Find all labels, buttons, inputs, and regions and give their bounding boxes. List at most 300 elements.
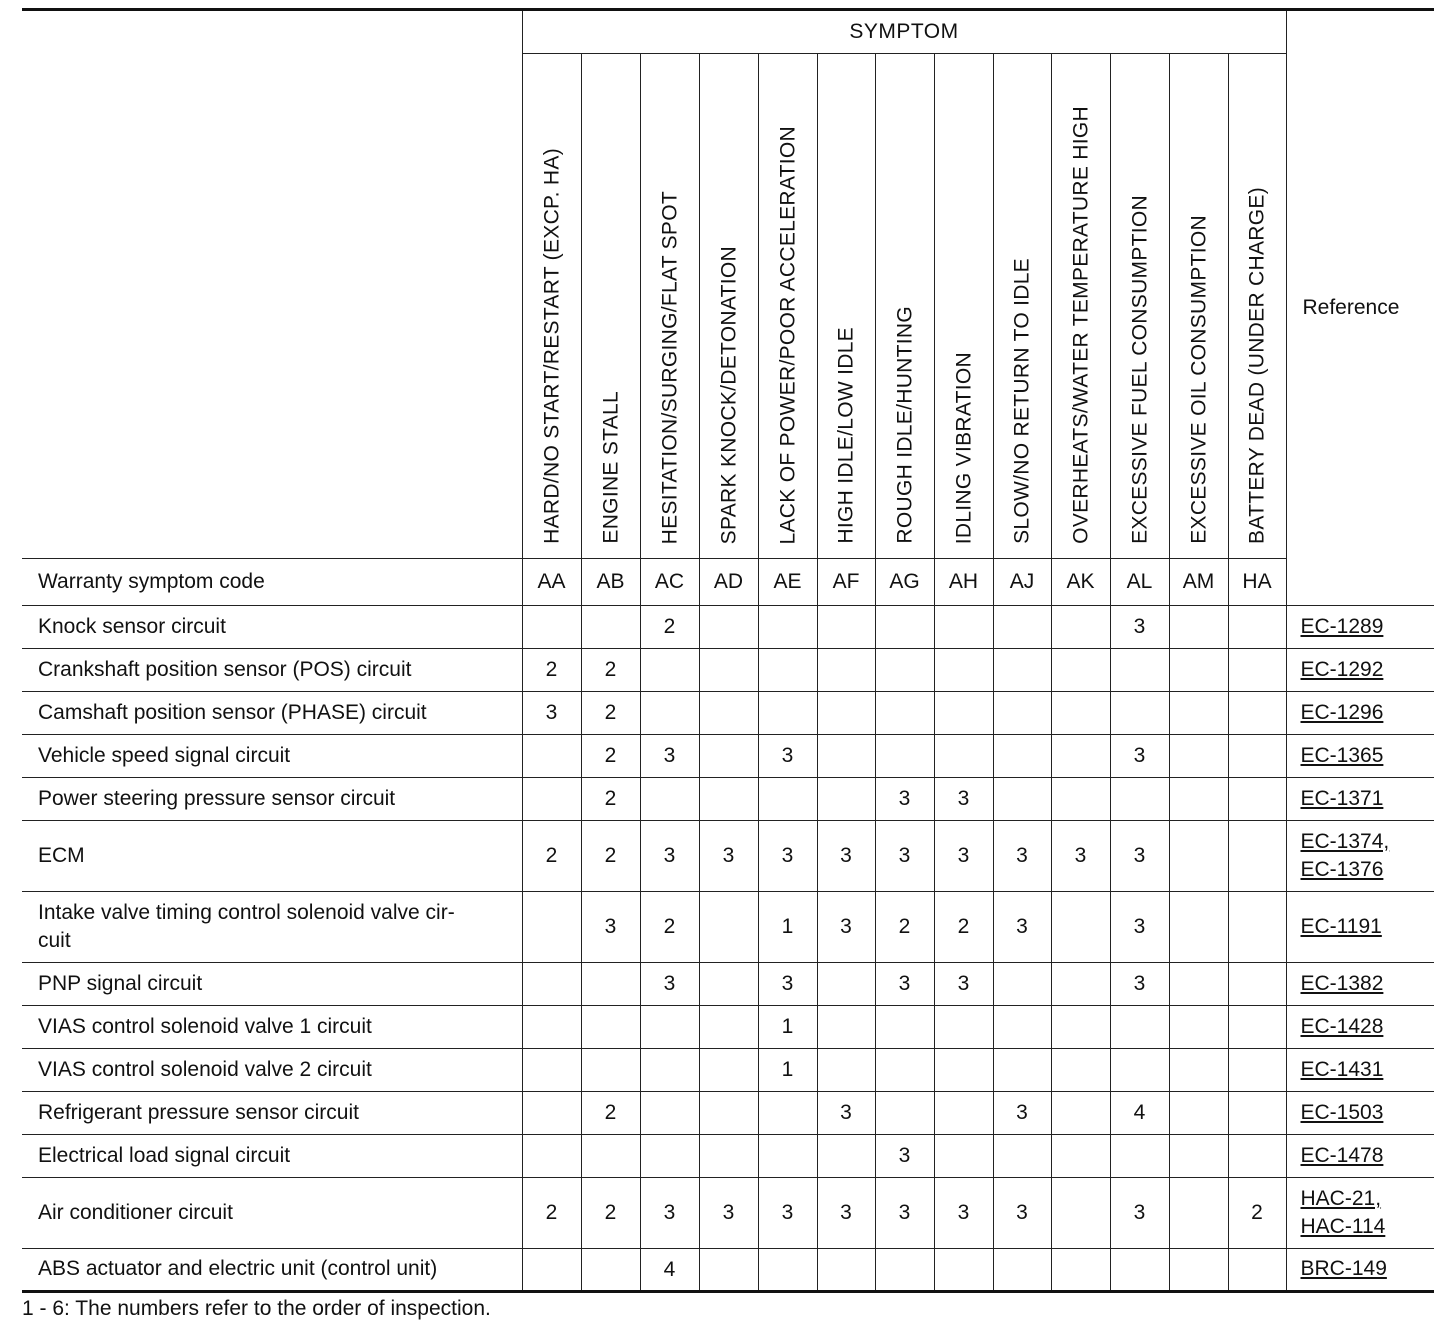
inspection-order-cell bbox=[1110, 649, 1169, 692]
circuit-name bbox=[22, 778, 522, 821]
inspection-order-cell bbox=[934, 1006, 993, 1049]
inspection-order-cell bbox=[875, 649, 934, 692]
reference-link[interactable]: EC-1376 bbox=[1300, 858, 1384, 881]
symptom-label: IDLING VIBRATION bbox=[952, 351, 975, 544]
inspection-order-cell bbox=[522, 1135, 581, 1178]
inspection-order-cell bbox=[1169, 735, 1228, 778]
circuit-name bbox=[22, 735, 522, 778]
inspection-order-cell bbox=[993, 735, 1051, 778]
inspection-order-cell bbox=[817, 1049, 875, 1092]
inspection-order-cell bbox=[1169, 892, 1228, 963]
inspection-order-cell bbox=[1228, 963, 1286, 1006]
inspection-order-cell bbox=[1110, 692, 1169, 735]
inspection-order-cell bbox=[1051, 778, 1110, 821]
warranty-code: AH bbox=[934, 559, 993, 606]
inspection-order-cell: 2 bbox=[581, 735, 640, 778]
inspection-order-cell bbox=[934, 735, 993, 778]
reference-cell bbox=[1286, 1178, 1434, 1249]
inspection-order-cell bbox=[522, 1006, 581, 1049]
symptom-column-header bbox=[699, 54, 758, 559]
reference-link[interactable]: EC-1431 bbox=[1300, 1057, 1384, 1081]
symptom-label: LACK OF POWER/POOR ACCELERATION bbox=[776, 125, 799, 544]
inspection-order-cell bbox=[640, 692, 699, 735]
inspection-order-cell bbox=[1169, 649, 1228, 692]
inspection-order-cell bbox=[993, 1006, 1051, 1049]
inspection-order-cell bbox=[993, 963, 1051, 1006]
inspection-order-cell bbox=[993, 1049, 1051, 1092]
symptom-column-header bbox=[1051, 54, 1110, 559]
inspection-order-cell: 3 bbox=[817, 821, 875, 892]
inspection-order-cell: 3 bbox=[875, 963, 934, 1006]
inspection-order-cell bbox=[699, 1135, 758, 1178]
symptom-header: SYMPTOM bbox=[522, 10, 1286, 54]
inspection-order-cell bbox=[640, 1092, 699, 1135]
table-row bbox=[22, 606, 1434, 649]
inspection-order-cell: 3 bbox=[875, 1178, 934, 1249]
inspection-order-cell bbox=[1051, 649, 1110, 692]
inspection-order-cell: 3 bbox=[1051, 821, 1110, 892]
inspection-order-cell: 1 bbox=[758, 1006, 817, 1049]
table-row bbox=[22, 1178, 1434, 1249]
inspection-order-cell: 3 bbox=[1110, 963, 1169, 1006]
inspection-order-cell: 3 bbox=[758, 963, 817, 1006]
inspection-order-cell bbox=[758, 778, 817, 821]
reference-link[interactable]: EC-1289 bbox=[1300, 614, 1384, 638]
warranty-code: AF bbox=[817, 559, 875, 606]
inspection-order-cell: 3 bbox=[640, 963, 699, 1006]
inspection-order-cell bbox=[1051, 692, 1110, 735]
inspection-order-cell bbox=[699, 892, 758, 963]
inspection-order-cell bbox=[581, 1006, 640, 1049]
circuit-name bbox=[22, 692, 522, 735]
circuit-name-line: ABS actuator and electric unit (control unit) bbox=[38, 1257, 438, 1281]
table-row bbox=[22, 1049, 1434, 1092]
reference-link[interactable]: EC-1191 bbox=[1300, 914, 1382, 938]
warranty-code: AK bbox=[1051, 559, 1110, 606]
inspection-order-cell bbox=[1228, 821, 1286, 892]
inspection-order-cell bbox=[934, 1049, 993, 1092]
inspection-order-cell bbox=[522, 892, 581, 963]
inspection-order-cell bbox=[993, 778, 1051, 821]
table-row bbox=[22, 1249, 1434, 1292]
inspection-order-cell: 3 bbox=[522, 692, 581, 735]
symptom-column-header bbox=[581, 54, 640, 559]
inspection-order-cell bbox=[1169, 1135, 1228, 1178]
symptom-table bbox=[22, 8, 1434, 1293]
inspection-order-cell: 3 bbox=[1110, 735, 1169, 778]
inspection-order-cell bbox=[1051, 1006, 1110, 1049]
inspection-order-cell bbox=[758, 1135, 817, 1178]
table-row bbox=[22, 1135, 1434, 1178]
inspection-order-cell: 2 bbox=[1228, 1178, 1286, 1249]
inspection-order-cell: 3 bbox=[758, 1178, 817, 1249]
symptom-column-header bbox=[817, 54, 875, 559]
inspection-order-cell: 3 bbox=[1110, 821, 1169, 892]
symptom-label: SLOW/NO RETURN TO IDLE bbox=[1010, 258, 1034, 544]
inspection-order-cell: 2 bbox=[581, 1178, 640, 1249]
inspection-order-cell bbox=[640, 1006, 699, 1049]
inspection-order-cell bbox=[934, 649, 993, 692]
inspection-order-cell bbox=[1228, 1249, 1286, 1292]
circuit-name bbox=[22, 892, 522, 963]
symptom-label: EXCESSIVE OIL CONSUMPTION bbox=[1187, 215, 1210, 544]
inspection-order-cell bbox=[1228, 735, 1286, 778]
inspection-order-cell: 3 bbox=[993, 892, 1051, 963]
inspection-order-cell: 3 bbox=[875, 778, 934, 821]
inspection-order-cell: 2 bbox=[934, 892, 993, 963]
inspection-order-cell: 2 bbox=[875, 892, 934, 963]
inspection-order-cell: 3 bbox=[934, 963, 993, 1006]
header-blank-cell bbox=[22, 10, 522, 559]
inspection-order-cell bbox=[1169, 1249, 1228, 1292]
inspection-order-cell bbox=[934, 606, 993, 649]
footnote: 1 - 6: The numbers refer to the order of inspection. bbox=[22, 1297, 491, 1320]
reference-cell bbox=[1286, 1049, 1434, 1092]
circuit-name-line: cuit bbox=[38, 929, 71, 952]
warranty-code: HA bbox=[1228, 559, 1286, 606]
inspection-order-cell bbox=[522, 1249, 581, 1292]
inspection-order-cell bbox=[758, 606, 817, 649]
symptom-column-header bbox=[875, 54, 934, 559]
inspection-order-cell bbox=[817, 1135, 875, 1178]
inspection-order-cell: 4 bbox=[1110, 1092, 1169, 1135]
inspection-order-cell: 3 bbox=[699, 821, 758, 892]
table-row bbox=[22, 821, 1434, 892]
inspection-order-cell: 3 bbox=[640, 821, 699, 892]
reference-link[interactable]: EC-1371 bbox=[1300, 786, 1384, 810]
inspection-order-cell bbox=[581, 1135, 640, 1178]
reference-link[interactable]: EC-1365 bbox=[1300, 743, 1384, 767]
warranty-code: AA bbox=[522, 559, 581, 606]
reference-link[interactable]: EC-1478 bbox=[1300, 1143, 1384, 1167]
symptom-column-header bbox=[522, 54, 581, 559]
symptom-column-header bbox=[1110, 54, 1169, 559]
warranty-code: AL bbox=[1110, 559, 1169, 606]
inspection-order-cell: 3 bbox=[993, 1092, 1051, 1135]
symptom-label: HIGH IDLE/LOW IDLE bbox=[834, 327, 858, 544]
inspection-order-cell bbox=[934, 1249, 993, 1292]
inspection-order-cell bbox=[1051, 1249, 1110, 1292]
inspection-order-cell bbox=[522, 963, 581, 1006]
table-row bbox=[22, 778, 1434, 821]
inspection-order-cell bbox=[934, 1092, 993, 1135]
inspection-order-cell: 3 bbox=[1110, 606, 1169, 649]
reference-header: Reference bbox=[1286, 10, 1434, 606]
inspection-order-cell bbox=[1169, 1092, 1228, 1135]
inspection-order-cell bbox=[1051, 1135, 1110, 1178]
inspection-order-cell bbox=[699, 963, 758, 1006]
circuit-name bbox=[22, 821, 522, 892]
inspection-order-cell bbox=[875, 735, 934, 778]
inspection-order-cell: 3 bbox=[817, 1178, 875, 1249]
table-row bbox=[22, 692, 1434, 735]
circuit-name-line: PNP signal circuit bbox=[38, 971, 203, 995]
circuit-name-line: Electrical load signal circuit bbox=[38, 1143, 291, 1167]
inspection-order-cell bbox=[817, 735, 875, 778]
inspection-order-cell bbox=[522, 1049, 581, 1092]
inspection-order-cell bbox=[1051, 1049, 1110, 1092]
inspection-order-cell: 3 bbox=[758, 735, 817, 778]
inspection-order-cell bbox=[699, 1249, 758, 1292]
inspection-order-cell bbox=[1051, 892, 1110, 963]
inspection-order-cell bbox=[758, 692, 817, 735]
inspection-order-cell: 2 bbox=[581, 1092, 640, 1135]
inspection-order-cell bbox=[699, 735, 758, 778]
reference-link[interactable]: EC-1292 bbox=[1300, 657, 1384, 681]
table-row bbox=[22, 1092, 1434, 1135]
inspection-order-cell bbox=[1110, 1135, 1169, 1178]
warranty-code: AC bbox=[640, 559, 699, 606]
circuit-name bbox=[22, 963, 522, 1006]
inspection-order-cell: 3 bbox=[1110, 1178, 1169, 1249]
reference-link[interactable]: EC-1503 bbox=[1300, 1100, 1384, 1124]
inspection-order-cell bbox=[1110, 1049, 1169, 1092]
inspection-order-cell bbox=[699, 1049, 758, 1092]
inspection-order-cell bbox=[1110, 1006, 1169, 1049]
inspection-order-cell bbox=[1228, 1135, 1286, 1178]
reference-cell bbox=[1286, 1006, 1434, 1049]
inspection-order-cell bbox=[817, 963, 875, 1006]
inspection-order-cell bbox=[993, 1249, 1051, 1292]
reference-link[interactable]: HAC-21, bbox=[1300, 1186, 1382, 1210]
symptom-label: EXCESSIVE FUEL CONSUMPTION bbox=[1128, 195, 1151, 544]
inspection-order-cell bbox=[1169, 1178, 1228, 1249]
inspection-order-cell bbox=[640, 649, 699, 692]
reference-link[interactable]: EC-1382 bbox=[1300, 971, 1384, 995]
reference-link[interactable]: EC-1428 bbox=[1300, 1014, 1384, 1038]
inspection-order-cell bbox=[522, 735, 581, 778]
symptom-label: BATTERY DEAD (UNDER CHARGE) bbox=[1245, 187, 1269, 544]
inspection-order-cell bbox=[758, 649, 817, 692]
reference-cell bbox=[1286, 1092, 1434, 1135]
table-body bbox=[22, 606, 1434, 1292]
inspection-order-cell: 3 bbox=[817, 1092, 875, 1135]
inspection-order-cell: 3 bbox=[993, 1178, 1051, 1249]
circuit-name-line: Refrigerant pressure sensor circuit bbox=[38, 1100, 359, 1124]
inspection-order-cell bbox=[1051, 1178, 1110, 1249]
inspection-order-cell: 3 bbox=[817, 892, 875, 963]
inspection-order-cell bbox=[817, 606, 875, 649]
inspection-order-cell bbox=[875, 1092, 934, 1135]
inspection-order-cell bbox=[581, 963, 640, 1006]
inspection-order-cell bbox=[1228, 1092, 1286, 1135]
symptom-column-header bbox=[934, 54, 993, 559]
inspection-order-cell bbox=[1051, 963, 1110, 1006]
table-row bbox=[22, 649, 1434, 692]
inspection-order-cell: 2 bbox=[522, 1178, 581, 1249]
circuit-name bbox=[22, 1178, 522, 1249]
warranty-code: AB bbox=[581, 559, 640, 606]
inspection-order-cell: 3 bbox=[699, 1178, 758, 1249]
inspection-order-cell: 3 bbox=[758, 821, 817, 892]
inspection-order-cell: 1 bbox=[758, 1049, 817, 1092]
circuit-name bbox=[22, 1049, 522, 1092]
inspection-order-cell: 3 bbox=[934, 821, 993, 892]
inspection-order-cell: 3 bbox=[875, 1135, 934, 1178]
warranty-code-row bbox=[22, 559, 1434, 606]
inspection-order-cell bbox=[1169, 606, 1228, 649]
table-row bbox=[22, 963, 1434, 1006]
symptom-column-header bbox=[640, 54, 699, 559]
inspection-order-cell bbox=[1169, 821, 1228, 892]
reference-cell bbox=[1286, 692, 1434, 735]
inspection-order-cell bbox=[1228, 778, 1286, 821]
reference-cell bbox=[1286, 1135, 1434, 1178]
inspection-order-cell: 1 bbox=[758, 892, 817, 963]
warranty-code: AD bbox=[699, 559, 758, 606]
inspection-order-cell bbox=[581, 1249, 640, 1292]
circuit-name bbox=[22, 606, 522, 649]
circuit-name-line: Knock sensor circuit bbox=[38, 614, 226, 638]
reference-link[interactable]: EC-1374, bbox=[1300, 829, 1390, 853]
circuit-name-line: Vehicle speed signal circuit bbox=[38, 743, 291, 767]
inspection-order-cell bbox=[522, 606, 581, 649]
symptom-label: HARD/NO START/RESTART (EXCP. HA) bbox=[540, 148, 563, 544]
inspection-order-cell bbox=[817, 649, 875, 692]
reference-cell bbox=[1286, 735, 1434, 778]
inspection-order-cell bbox=[993, 692, 1051, 735]
symptom-column-header bbox=[993, 54, 1051, 559]
inspection-order-cell: 3 bbox=[640, 1178, 699, 1249]
circuit-name bbox=[22, 1092, 522, 1135]
inspection-order-cell bbox=[640, 778, 699, 821]
inspection-order-cell bbox=[1110, 1249, 1169, 1292]
inspection-order-cell bbox=[699, 692, 758, 735]
inspection-order-cell bbox=[522, 1092, 581, 1135]
circuit-name bbox=[22, 1135, 522, 1178]
reference-cell bbox=[1286, 821, 1434, 892]
inspection-order-cell bbox=[817, 692, 875, 735]
inspection-order-cell: 3 bbox=[1110, 892, 1169, 963]
symptom-label: SPARK KNOCK/DETONATION bbox=[717, 245, 740, 544]
inspection-order-cell bbox=[1228, 892, 1286, 963]
inspection-order-cell: 2 bbox=[581, 649, 640, 692]
inspection-order-cell bbox=[699, 649, 758, 692]
inspection-order-cell: 3 bbox=[640, 735, 699, 778]
inspection-order-cell: 4 bbox=[640, 1249, 699, 1292]
inspection-order-cell bbox=[1228, 1006, 1286, 1049]
inspection-order-cell bbox=[1169, 963, 1228, 1006]
inspection-order-cell: 2 bbox=[581, 821, 640, 892]
inspection-order-cell bbox=[1051, 606, 1110, 649]
circuit-name-line: VIAS control solenoid valve 1 circuit bbox=[38, 1014, 372, 1038]
inspection-order-cell bbox=[817, 778, 875, 821]
inspection-order-cell: 3 bbox=[993, 821, 1051, 892]
inspection-order-cell bbox=[993, 649, 1051, 692]
inspection-order-cell bbox=[640, 1135, 699, 1178]
table-row bbox=[22, 1006, 1434, 1049]
circuit-name-line: Camshaft position sensor (PHASE) circuit bbox=[38, 700, 427, 724]
inspection-order-cell bbox=[1110, 778, 1169, 821]
reference-cell bbox=[1286, 963, 1434, 1006]
inspection-order-cell: 2 bbox=[640, 606, 699, 649]
symptom-label: ROUGH IDLE/HUNTING bbox=[893, 306, 916, 544]
inspection-order-cell bbox=[640, 1049, 699, 1092]
symptom-column-header bbox=[1228, 54, 1286, 559]
inspection-order-cell bbox=[993, 606, 1051, 649]
inspection-order-cell bbox=[875, 1049, 934, 1092]
inspection-order-cell: 2 bbox=[640, 892, 699, 963]
circuit-name-line: ECM bbox=[38, 843, 85, 867]
warranty-code: AG bbox=[875, 559, 934, 606]
inspection-order-cell bbox=[699, 606, 758, 649]
inspection-order-cell bbox=[817, 1006, 875, 1049]
reference-cell bbox=[1286, 606, 1434, 649]
inspection-order-cell bbox=[1169, 778, 1228, 821]
inspection-order-cell bbox=[875, 1249, 934, 1292]
reference-link[interactable]: HAC-114 bbox=[1300, 1215, 1386, 1238]
circuit-name bbox=[22, 649, 522, 692]
circuit-name-line: VIAS control solenoid valve 2 circuit bbox=[38, 1057, 372, 1081]
inspection-order-cell bbox=[993, 1135, 1051, 1178]
reference-cell bbox=[1286, 1249, 1434, 1292]
inspection-order-cell: 2 bbox=[581, 692, 640, 735]
reference-cell bbox=[1286, 649, 1434, 692]
symptom-label: HESITATION/SURGING/FLAT SPOT bbox=[658, 190, 681, 544]
inspection-order-cell bbox=[581, 606, 640, 649]
inspection-order-cell bbox=[522, 778, 581, 821]
inspection-order-cell bbox=[758, 1092, 817, 1135]
table-row bbox=[22, 892, 1434, 963]
symptom-column-header bbox=[1169, 54, 1228, 559]
reference-link[interactable]: EC-1296 bbox=[1300, 700, 1384, 724]
inspection-order-cell bbox=[1169, 1006, 1228, 1049]
inspection-order-cell bbox=[581, 1049, 640, 1092]
inspection-order-cell bbox=[1169, 1049, 1228, 1092]
inspection-order-cell bbox=[699, 1092, 758, 1135]
inspection-order-cell bbox=[699, 1006, 758, 1049]
inspection-order-cell: 3 bbox=[934, 778, 993, 821]
inspection-order-cell bbox=[1228, 649, 1286, 692]
inspection-order-cell bbox=[875, 606, 934, 649]
inspection-order-cell bbox=[699, 778, 758, 821]
warranty-code: AJ bbox=[993, 559, 1051, 606]
symptom-label: ENGINE STALL bbox=[599, 391, 622, 544]
inspection-order-cell: 3 bbox=[875, 821, 934, 892]
inspection-order-cell bbox=[758, 1249, 817, 1292]
circuit-name-line: Intake valve timing control solenoid valve cir- bbox=[38, 900, 455, 924]
table-row bbox=[22, 735, 1434, 778]
warranty-code: AE bbox=[758, 559, 817, 606]
inspection-order-cell bbox=[1228, 692, 1286, 735]
circuit-name-line: Power steering pressure sensor circuit bbox=[38, 786, 396, 810]
circuit-name bbox=[22, 1006, 522, 1049]
circuit-name-line: Crankshaft position sensor (POS) circuit bbox=[38, 657, 412, 681]
inspection-order-cell: 2 bbox=[522, 821, 581, 892]
reference-cell bbox=[1286, 892, 1434, 963]
reference-cell bbox=[1286, 778, 1434, 821]
reference-link[interactable]: BRC-149 bbox=[1300, 1257, 1387, 1281]
circuit-name bbox=[22, 1249, 522, 1292]
warranty-code: AM bbox=[1169, 559, 1228, 606]
circuit-name-line: Air conditioner circuit bbox=[38, 1200, 233, 1224]
inspection-order-cell: 3 bbox=[934, 1178, 993, 1249]
inspection-order-cell bbox=[817, 1249, 875, 1292]
symptom-label: OVERHEATS/WATER TEMPERATURE HIGH bbox=[1069, 106, 1092, 544]
inspection-order-cell bbox=[1169, 692, 1228, 735]
warranty-code-label: Warranty symptom code bbox=[22, 559, 522, 606]
inspection-order-cell bbox=[875, 692, 934, 735]
inspection-order-cell: 2 bbox=[522, 649, 581, 692]
symptom-column-header bbox=[758, 54, 817, 559]
inspection-order-cell bbox=[1228, 1049, 1286, 1092]
inspection-order-cell bbox=[1228, 606, 1286, 649]
inspection-order-cell bbox=[934, 692, 993, 735]
inspection-order-cell bbox=[1051, 1092, 1110, 1135]
inspection-order-cell bbox=[1051, 735, 1110, 778]
inspection-order-cell: 2 bbox=[581, 778, 640, 821]
inspection-order-cell bbox=[875, 1006, 934, 1049]
